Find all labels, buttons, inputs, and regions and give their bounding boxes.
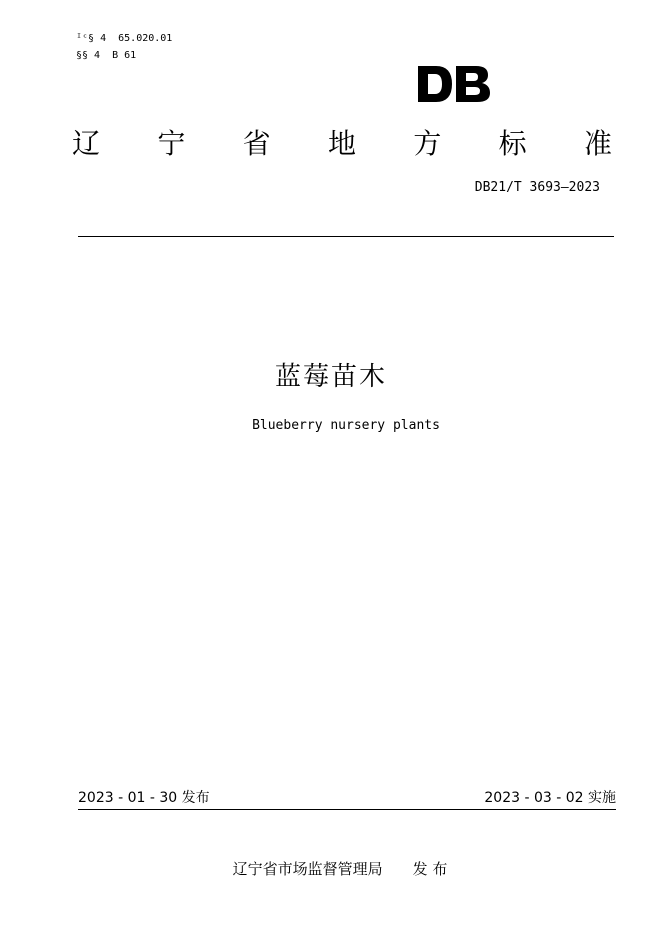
db-logo [416,64,492,104]
standard-title-char: 宁 [157,127,186,160]
publisher-line [0,857,662,881]
standard-title-char: 辽 [72,127,101,160]
publisher-action: 发 布 [412,860,448,878]
standard-title-char: 标 [498,127,527,160]
ccs-code: §§ 4 B 61 [76,50,137,61]
document-title-en: Blueberry nursery plants [252,418,440,433]
implementation-date: 2023 - 03 - 02 实施 [484,790,616,806]
standard-title-char: 地 [327,127,356,160]
document-title-cn: 蓝莓苗木 [274,362,387,392]
standard-title [72,122,612,166]
ics-code: ᴵᶜ§ 4 65.020.01 [76,33,173,44]
standard-title-char: 方 [413,127,442,160]
standard-title-char: 准 [583,127,612,160]
standard-number: DB21/T 3693—2023 [474,180,600,195]
publisher-name: 辽宁省市场监督管理局 [232,860,383,878]
top-divider [78,236,614,237]
bottom-divider [78,809,616,810]
standard-title-char: 省 [242,127,271,160]
issue-date: 2023 - 01 - 30 发布 [78,790,210,806]
